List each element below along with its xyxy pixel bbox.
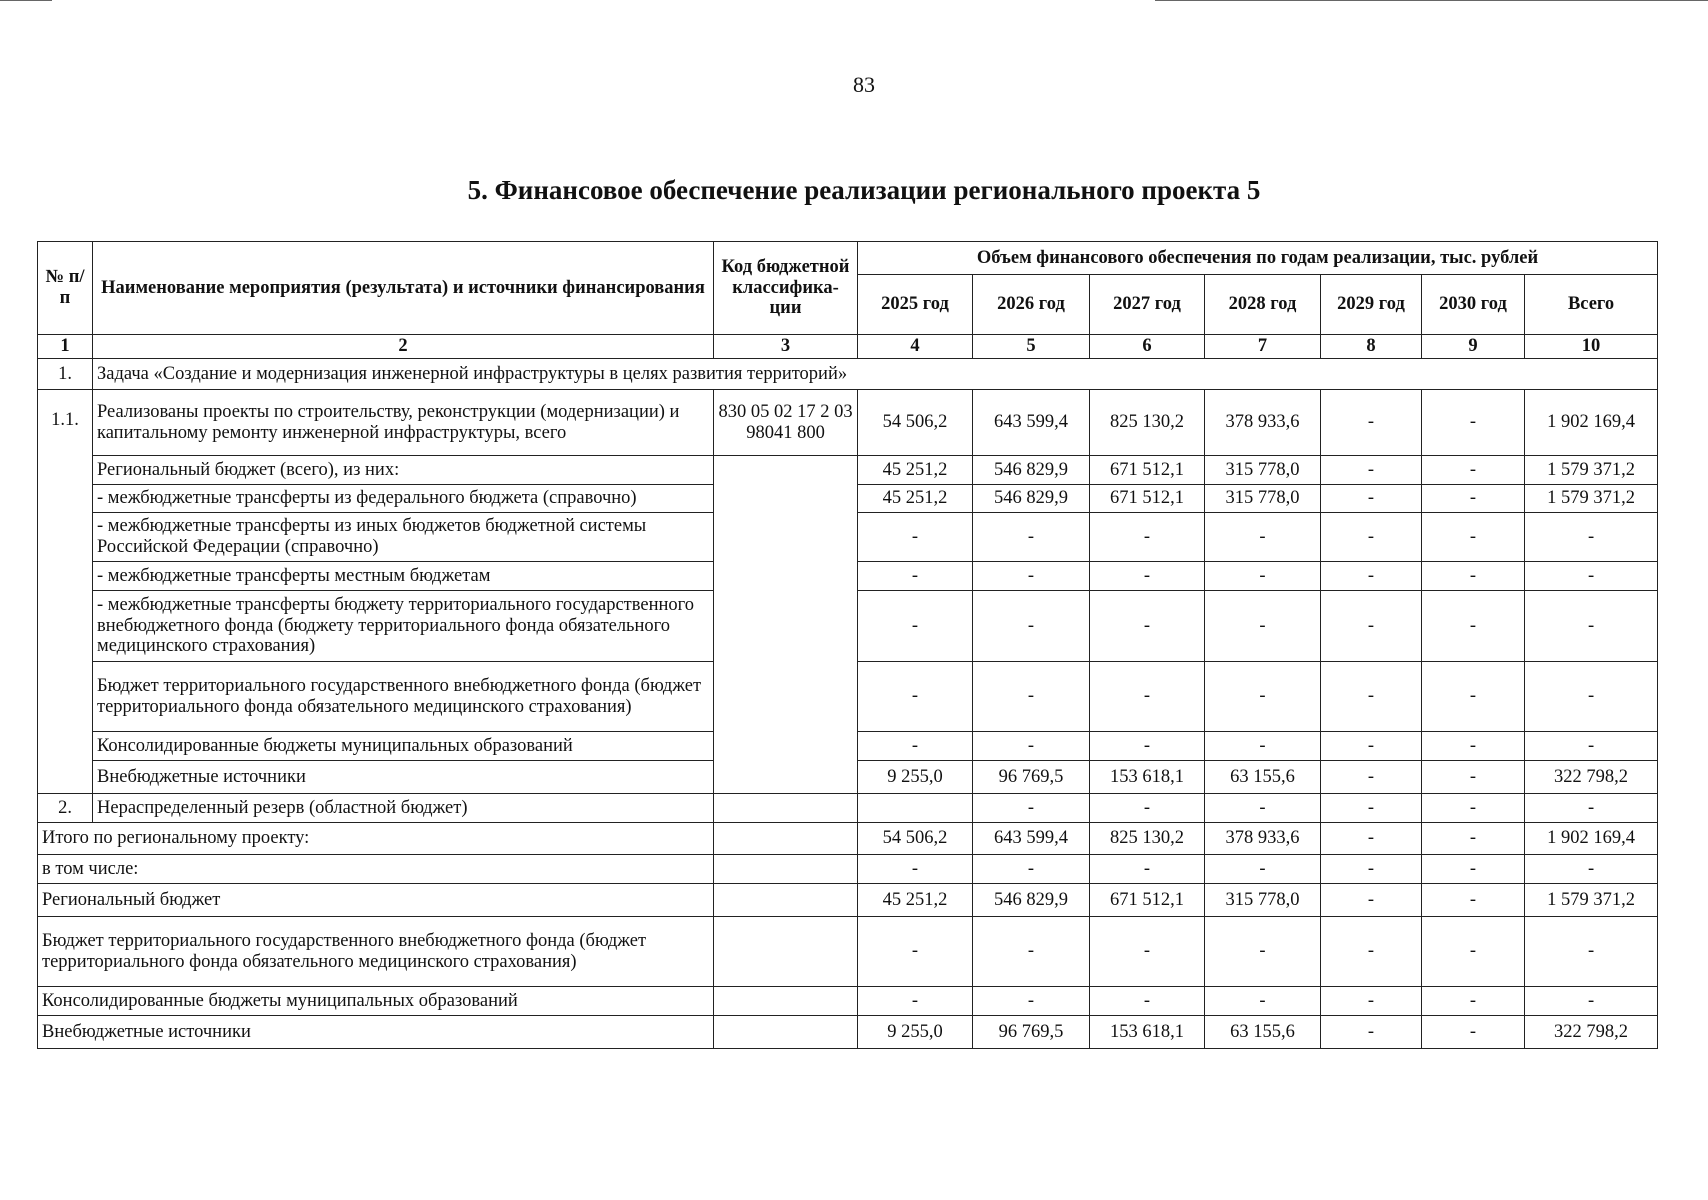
value-2029: - xyxy=(1321,823,1422,855)
value-2027: - xyxy=(1090,662,1205,732)
value-2030: - xyxy=(1422,761,1525,794)
value-2028: - xyxy=(1205,987,1321,1016)
header-year: 2025 год xyxy=(858,275,973,335)
budget-code-empty xyxy=(714,987,858,1016)
value-total: - xyxy=(1525,513,1658,562)
header-volume: Объем финансового обеспечения по годам реализации, тыс. рублей xyxy=(858,242,1658,275)
value-2026: - xyxy=(973,917,1090,987)
value-2026: - xyxy=(973,794,1090,823)
section-title: 5. Финансовое обеспечение реализации регионального проекта 5 xyxy=(467,175,1261,205)
value-2029: - xyxy=(1321,917,1422,987)
value-2027: - xyxy=(1090,562,1205,591)
value-2027: - xyxy=(1090,794,1205,823)
value-2027: - xyxy=(1090,917,1205,987)
column-numbers-row xyxy=(38,335,1658,359)
value-2030: - xyxy=(1422,513,1525,562)
row-name: Нераспределенный резерв (областной бюджет) xyxy=(93,794,714,823)
value-2029: - xyxy=(1321,884,1422,917)
value-2030: - xyxy=(1422,987,1525,1016)
value-2030: - xyxy=(1422,456,1525,485)
value-total: - xyxy=(1525,662,1658,732)
value-total: - xyxy=(1525,732,1658,761)
value-2027: 153 618,1 xyxy=(1090,761,1205,794)
value-total: 322 798,2 xyxy=(1525,1016,1658,1049)
value-2030: - xyxy=(1422,1016,1525,1049)
value-2029: - xyxy=(1321,513,1422,562)
value-2030: - xyxy=(1422,732,1525,761)
value-2027: - xyxy=(1090,513,1205,562)
value-2027: 671 512,1 xyxy=(1090,884,1205,917)
row-name: в том числе: xyxy=(38,855,714,884)
value-2026: - xyxy=(973,987,1090,1016)
value-2028: - xyxy=(1205,562,1321,591)
value-2025: - xyxy=(858,987,973,1016)
row-name: Итого по региональному проекту: xyxy=(38,823,714,855)
table-row xyxy=(38,456,1658,485)
value-2028: 378 933,6 xyxy=(1205,390,1321,456)
value-2026: - xyxy=(973,732,1090,761)
header-year: 2030 год xyxy=(1422,275,1525,335)
value-2025: - xyxy=(858,591,973,662)
value-2025 xyxy=(858,794,973,823)
value-2027: 671 512,1 xyxy=(1090,485,1205,513)
value-2030: - xyxy=(1422,823,1525,855)
value-2029: - xyxy=(1321,662,1422,732)
task-row xyxy=(38,359,1658,390)
value-2025: 45 251,2 xyxy=(858,884,973,917)
value-2027: 671 512,1 xyxy=(1090,456,1205,485)
value-2027: 153 618,1 xyxy=(1090,1016,1205,1049)
value-2027: - xyxy=(1090,591,1205,662)
value-2026: 643 599,4 xyxy=(973,823,1090,855)
value-2029: - xyxy=(1321,732,1422,761)
value-2030: - xyxy=(1422,591,1525,662)
column-number: 3 xyxy=(714,335,858,359)
value-2027: - xyxy=(1090,732,1205,761)
budget-code: 830 05 02 17 2 03 98041 800 xyxy=(714,390,858,456)
value-2030: - xyxy=(1422,917,1525,987)
value-total: 1 579 371,2 xyxy=(1525,485,1658,513)
value-2030: - xyxy=(1422,662,1525,732)
budget-code-empty xyxy=(714,884,858,917)
column-number: 10 xyxy=(1525,335,1658,359)
row-name: Бюджет территориального государственного внебюджетного фонда (бюджет территориального фонда обязательного медицинского страхования) xyxy=(93,662,714,732)
value-total: 1 902 169,4 xyxy=(1525,823,1658,855)
value-total: 1 579 371,2 xyxy=(1525,456,1658,485)
task-number: 1. xyxy=(38,359,93,390)
budget-code-empty xyxy=(714,917,858,987)
budget-code-empty xyxy=(714,456,858,794)
value-2028: - xyxy=(1205,917,1321,987)
page-number: 83 xyxy=(853,72,875,97)
value-2026: - xyxy=(973,513,1090,562)
scan-artifact-right xyxy=(1155,0,1708,1)
value-2026: 643 599,4 xyxy=(973,390,1090,456)
value-2028: - xyxy=(1205,513,1321,562)
value-2026: 546 829,9 xyxy=(973,884,1090,917)
value-2028: 315 778,0 xyxy=(1205,485,1321,513)
value-2025: - xyxy=(858,662,973,732)
value-2029: - xyxy=(1321,1016,1422,1049)
table-row xyxy=(38,794,1658,823)
value-2028: 63 155,6 xyxy=(1205,761,1321,794)
value-2025: - xyxy=(858,917,973,987)
value-2030: - xyxy=(1422,794,1525,823)
value-2029: - xyxy=(1321,485,1422,513)
value-2030: - xyxy=(1422,485,1525,513)
totals-row xyxy=(38,987,1658,1016)
value-2028: 315 778,0 xyxy=(1205,456,1321,485)
value-2029: - xyxy=(1321,456,1422,485)
value-2028: 378 933,6 xyxy=(1205,823,1321,855)
header-no: № п/п xyxy=(38,242,93,335)
value-2025: 45 251,2 xyxy=(858,485,973,513)
value-total: 1 579 371,2 xyxy=(1525,884,1658,917)
value-2026: - xyxy=(973,662,1090,732)
row-name: - межбюджетные трансферты из иных бюджетов бюджетной системы Российской Федерации (справочно) xyxy=(93,513,714,562)
row-name: - межбюджетные трансферты местным бюджетам xyxy=(93,562,714,591)
row-name: - межбюджетные трансферты бюджету территориального государственного внебюджетного фонда (бюджету территориального фонда обязательного медицинского страхования) xyxy=(93,591,714,662)
header-total: Всего xyxy=(1525,275,1658,335)
row-name: Региональный бюджет xyxy=(38,884,714,917)
row-name: Реализованы проекты по строительству, реконструкции (модернизации) и капитальному ремонту инженерной инфраструктуры, всего xyxy=(93,390,714,456)
row-name: - межбюджетные трансферты из федерального бюджета (справочно) xyxy=(93,485,714,513)
header-row-1 xyxy=(38,242,1658,275)
scan-artifact-left xyxy=(0,0,52,1)
value-2030: - xyxy=(1422,562,1525,591)
value-2026: - xyxy=(973,591,1090,662)
value-2025: - xyxy=(858,513,973,562)
value-2029: - xyxy=(1321,855,1422,884)
value-2025: 9 255,0 xyxy=(858,1016,973,1049)
value-2030: - xyxy=(1422,855,1525,884)
row-name: Консолидированные бюджеты муниципальных образований xyxy=(93,732,714,761)
value-total: - xyxy=(1525,794,1658,823)
budget-code-empty xyxy=(714,1016,858,1049)
header-year: 2029 год xyxy=(1321,275,1422,335)
value-2025: - xyxy=(858,855,973,884)
value-2026: 546 829,9 xyxy=(973,456,1090,485)
value-2025: - xyxy=(858,732,973,761)
column-number: 8 xyxy=(1321,335,1422,359)
value-2029: - xyxy=(1321,562,1422,591)
value-total: - xyxy=(1525,917,1658,987)
column-number: 5 xyxy=(973,335,1090,359)
value-2028: 315 778,0 xyxy=(1205,884,1321,917)
value-2029: - xyxy=(1321,987,1422,1016)
totals-row xyxy=(38,884,1658,917)
value-2028: - xyxy=(1205,855,1321,884)
value-2030: - xyxy=(1422,390,1525,456)
task-text: Задача «Создание и модернизация инженерной инфраструктуры в целях развития территорий» xyxy=(93,359,1658,390)
value-2030: - xyxy=(1422,884,1525,917)
header-code: Код бюджетной классифика-ции xyxy=(714,242,858,335)
column-number: 6 xyxy=(1090,335,1205,359)
value-total: - xyxy=(1525,855,1658,884)
value-2025: 45 251,2 xyxy=(858,456,973,485)
value-total: - xyxy=(1525,987,1658,1016)
header-year: 2027 год xyxy=(1090,275,1205,335)
header-year: 2026 год xyxy=(973,275,1090,335)
value-total: 1 902 169,4 xyxy=(1525,390,1658,456)
value-total: - xyxy=(1525,562,1658,591)
header-name: Наименование мероприятия (результата) и источники финансирования xyxy=(93,242,714,335)
column-number: 7 xyxy=(1205,335,1321,359)
totals-row xyxy=(38,823,1658,855)
item-number: 1.1. xyxy=(38,390,93,794)
item-number: 2. xyxy=(38,794,93,823)
value-2027: 825 130,2 xyxy=(1090,823,1205,855)
value-2025: - xyxy=(858,562,973,591)
row-name: Внебюджетные источники xyxy=(38,1016,714,1049)
budget-code-empty xyxy=(714,794,858,823)
column-number: 9 xyxy=(1422,335,1525,359)
totals-row xyxy=(38,917,1658,987)
column-number: 1 xyxy=(38,335,93,359)
value-2025: 9 255,0 xyxy=(858,761,973,794)
column-number: 4 xyxy=(858,335,973,359)
value-2026: - xyxy=(973,562,1090,591)
row-name: Региональный бюджет (всего), из них: xyxy=(93,456,714,485)
financing-table xyxy=(37,241,1658,1049)
value-2026: 546 829,9 xyxy=(973,485,1090,513)
value-total: - xyxy=(1525,591,1658,662)
value-2029: - xyxy=(1321,591,1422,662)
column-number: 2 xyxy=(93,335,714,359)
row-name: Внебюджетные источники xyxy=(93,761,714,794)
value-2027: - xyxy=(1090,987,1205,1016)
totals-row xyxy=(38,1016,1658,1049)
header-year: 2028 год xyxy=(1205,275,1321,335)
value-2029: - xyxy=(1321,390,1422,456)
budget-code-empty xyxy=(714,823,858,855)
row-name: Консолидированные бюджеты муниципальных образований xyxy=(38,987,714,1016)
value-2027: 825 130,2 xyxy=(1090,390,1205,456)
value-2025: 54 506,2 xyxy=(858,390,973,456)
value-2028: - xyxy=(1205,591,1321,662)
value-2028: - xyxy=(1205,794,1321,823)
budget-code-empty xyxy=(714,855,858,884)
value-2026: - xyxy=(973,855,1090,884)
value-2025: 54 506,2 xyxy=(858,823,973,855)
value-total: 322 798,2 xyxy=(1525,761,1658,794)
value-2029: - xyxy=(1321,794,1422,823)
totals-row xyxy=(38,855,1658,884)
value-2028: - xyxy=(1205,662,1321,732)
value-2028: 63 155,6 xyxy=(1205,1016,1321,1049)
value-2029: - xyxy=(1321,761,1422,794)
value-2026: 96 769,5 xyxy=(973,761,1090,794)
row-name: Бюджет территориального государственного внебюджетного фонда (бюджет территориального фонда обязательного медицинского страхования) xyxy=(38,917,714,987)
table-row xyxy=(38,390,1658,456)
value-2028: - xyxy=(1205,732,1321,761)
value-2026: 96 769,5 xyxy=(973,1016,1090,1049)
value-2027: - xyxy=(1090,855,1205,884)
